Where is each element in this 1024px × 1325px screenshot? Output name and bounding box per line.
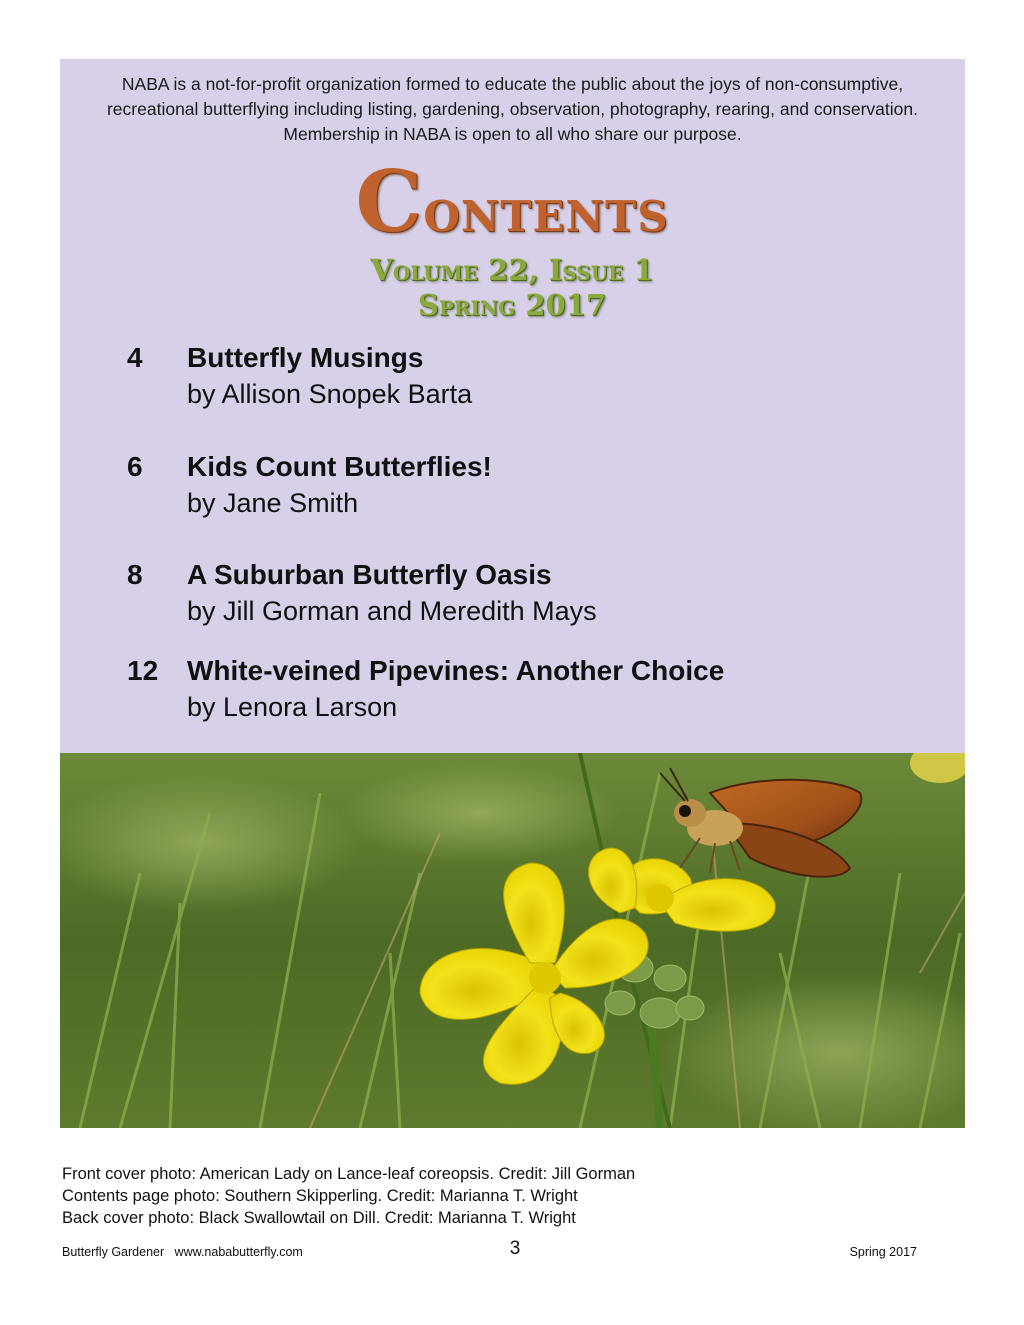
volume-issue: Volume 22, Issue 1 [370, 253, 654, 287]
toc-page-number: 6 [127, 451, 143, 482]
season-year: Spring 2017 [417, 288, 607, 322]
toc-article-author: by Jill Gorman and Meredith Mays [187, 596, 597, 626]
toc-article-title: White-veined Pipevines: Another Choice [187, 655, 725, 686]
footer-publication: Butterfly Gardener www.nababutterfly.com [62, 1245, 303, 1259]
mission-statement: NABA is a not-for-profit organization formed to educate the public about the joys of non-consumptive, recreational butterflying including listing, gardening, observation, photography, rearing, and conservation. Membership in NABA is open to all who share our purpose. [106, 74, 918, 144]
footer-page-number: 3 [509, 1238, 521, 1259]
footer-season: Spring 2017 [849, 1245, 917, 1259]
credit-line: Front cover photo: American Lady on Lance-leaf coreopsis. Credit: Jill Gorman [62, 1165, 636, 1183]
credit-line: Back cover photo: Black Swallowtail on Dill. Credit: Marianna T. Wright [62, 1209, 576, 1227]
photo-credits [62, 1163, 635, 1229]
skipperling-photo [60, 753, 965, 1128]
credit-line: Contents page photo: Southern Skipperling. Credit: Marianna T. Wright [62, 1187, 578, 1205]
photo-illustration [60, 753, 965, 1128]
toc-article-author: by Allison Snopek Barta [187, 379, 473, 409]
toc-page-number: 4 [127, 342, 143, 373]
contents-heading [0, 152, 1024, 253]
toc-article-title: Kids Count Butterflies! [187, 451, 492, 482]
toc-article-author: by Lenora Larson [187, 692, 398, 722]
contents-heading-rest: ontents [423, 176, 669, 246]
toc-article-title: A Suburban Butterfly Oasis [187, 559, 552, 590]
toc-article-author: by Jane Smith [187, 488, 359, 518]
contents-heading-initial: C [355, 152, 424, 251]
toc-page-number: 12 [127, 655, 159, 686]
toc-page-number: 8 [127, 559, 143, 590]
toc-article-title: Butterfly Musings [187, 342, 424, 373]
